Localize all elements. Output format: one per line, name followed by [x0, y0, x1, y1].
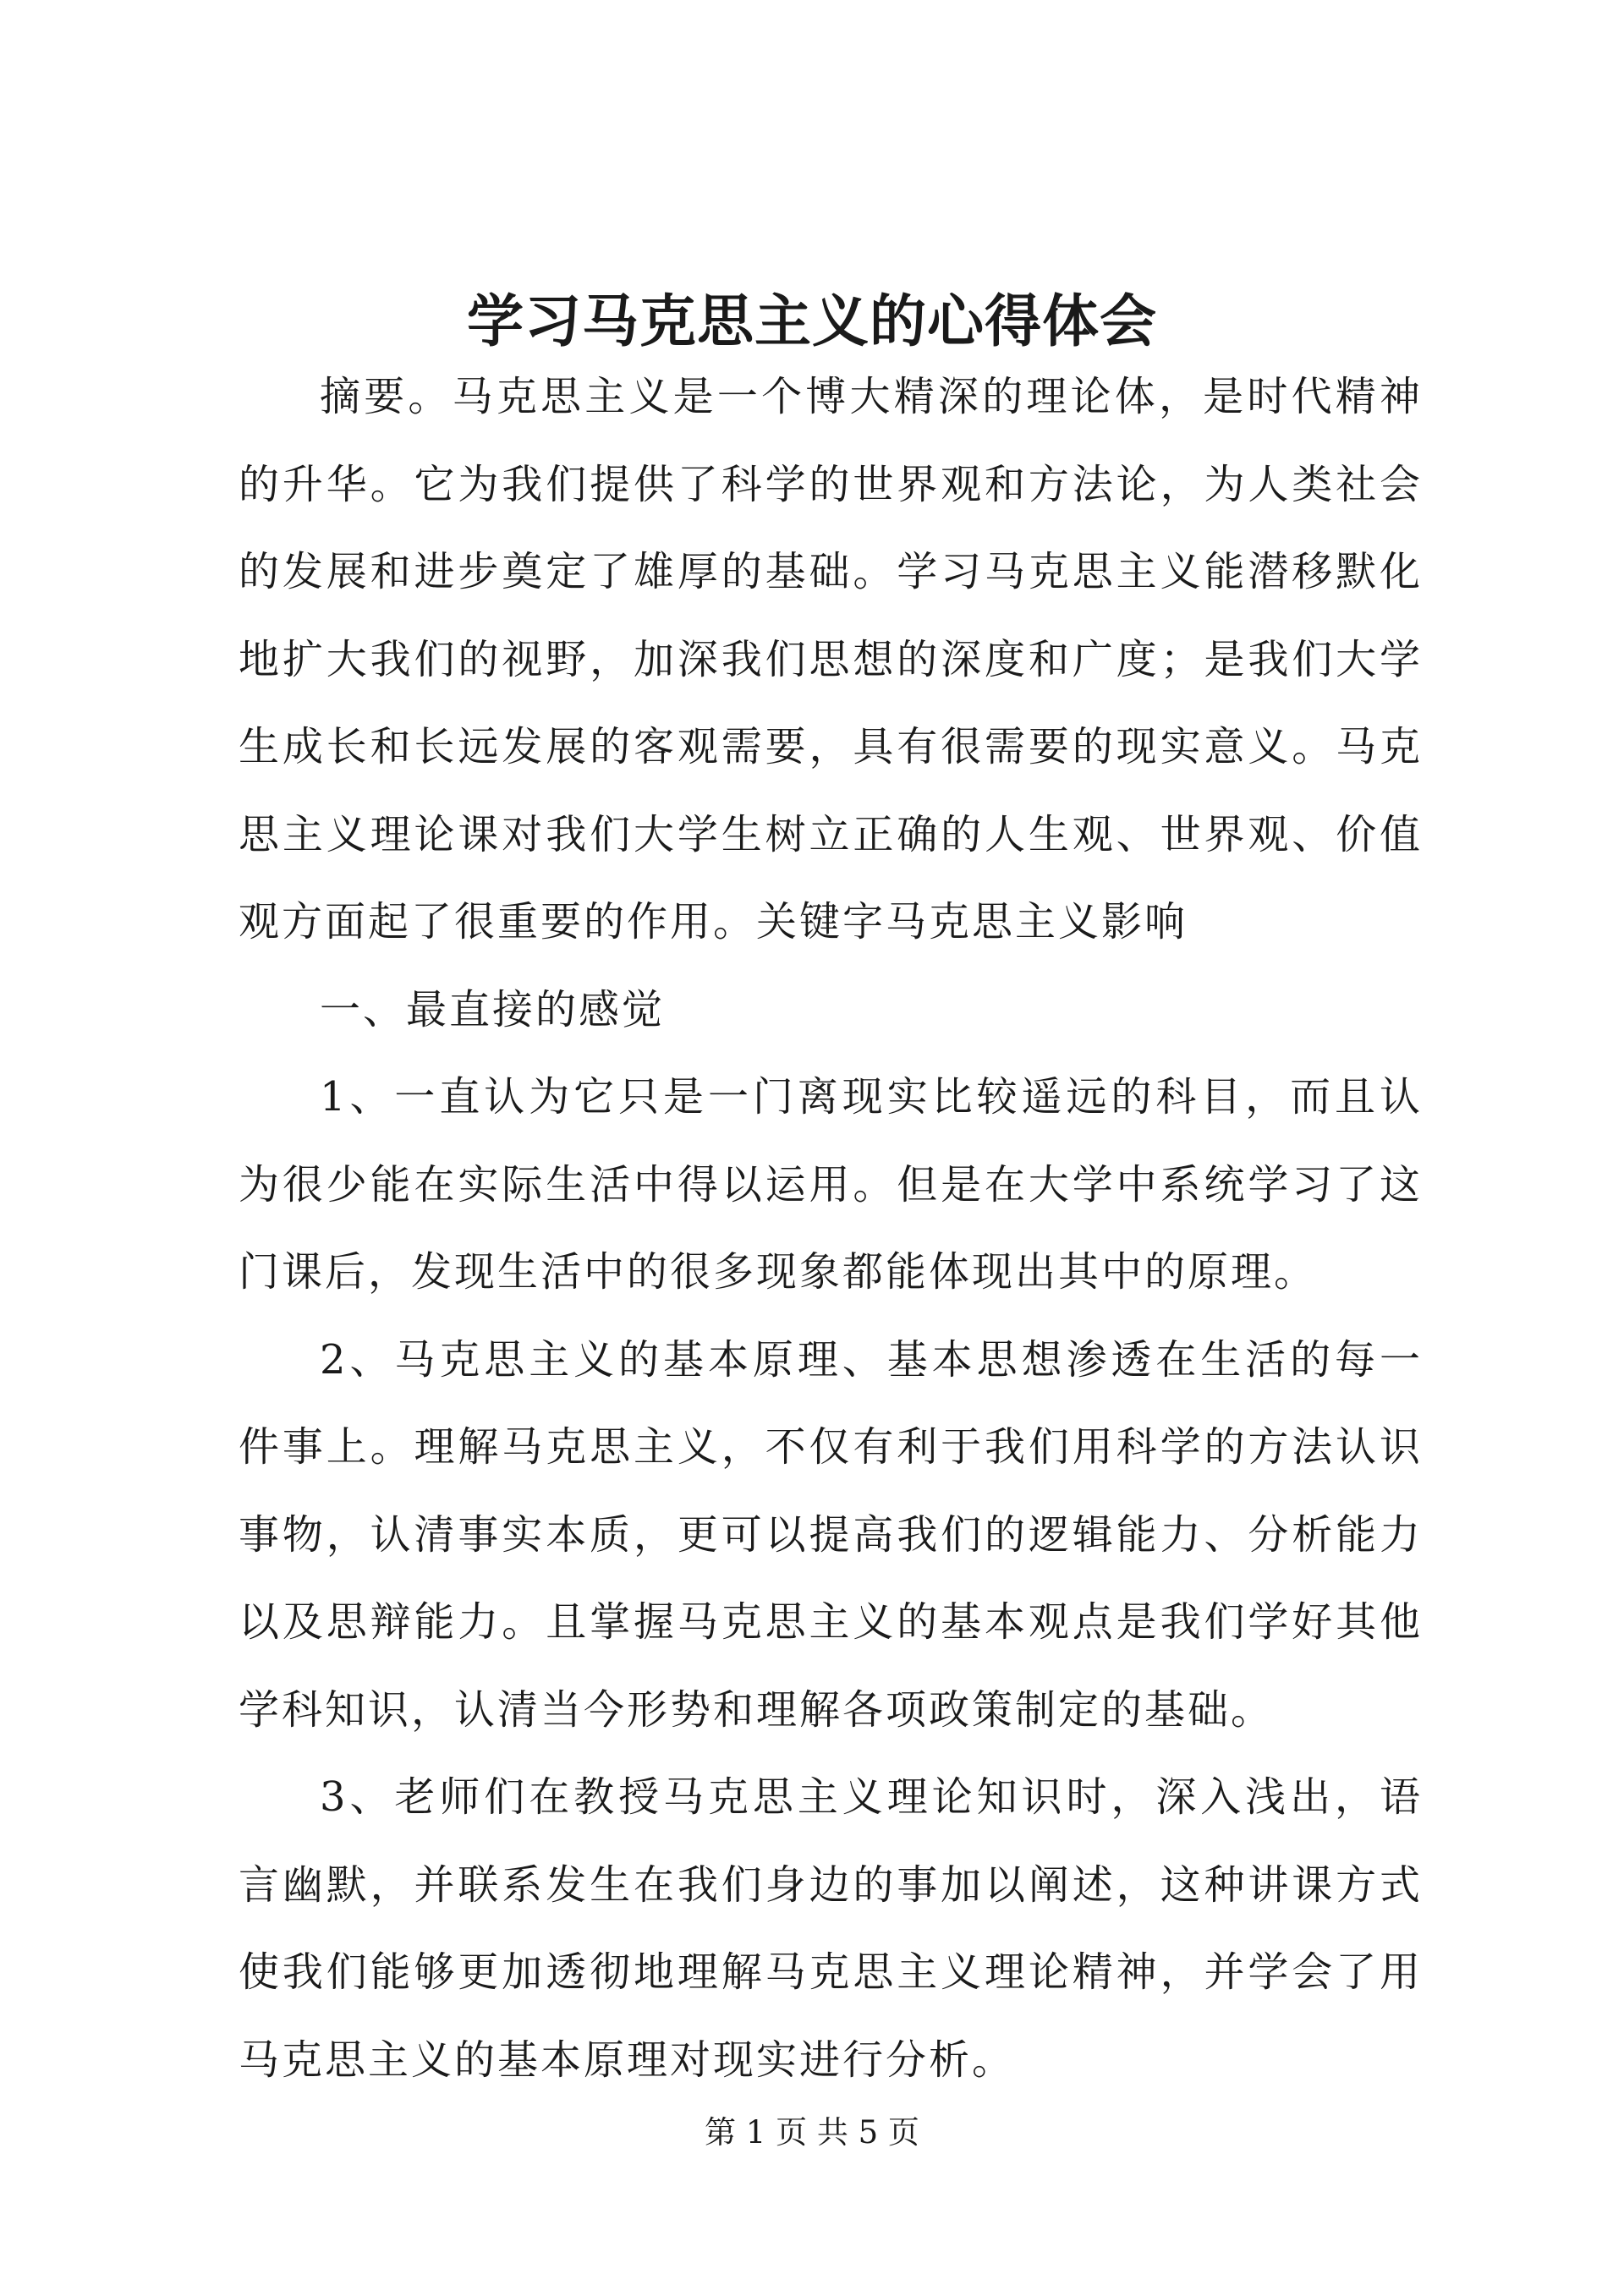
body-paragraph: 3、老师们在教授马克思主义理论知识时，深入浅出，语言幽默，并联系发生在我们身边的事加以阐述，这种讲课方式使我们能够更加透彻地理解马克思主义理论精神，并学会了用马克思主义的基本原理对现实进行分析。	[239, 1773, 1423, 2084]
document-title: 学习马克思主义的心得体会	[467, 288, 1157, 354]
document-body	[239, 353, 1423, 2104]
page-number-footer: 第 1 页 共 5 页	[705, 2114, 919, 2151]
section-heading: 一、最直接的感觉	[320, 985, 666, 1033]
body-paragraph: 2、马克思主义的基本原理、基本思想渗透在生活的每一件事上。理解马克思主义，不仅有利于我们用科学的方法认识事物，认清事实本质，更可以提高我们的逻辑能力、分析能力以及思辩能力。且掌握马克思主义的基本观点是我们学好其他学科知识，认清当今形势和理解各项政策制定的基础。	[239, 1335, 1423, 1734]
body-paragraph: 1、一直认为它只是一门离现实比较遥远的科目，而且认为很少能在实际生活中得以运用。但是在大学中系统学习了这门课后，发现生活中的很多现象都能体现出其中的原理。	[239, 1073, 1423, 1296]
abstract-paragraph: 摘要。马克思主义是一个博大精深的理论体，是时代精神的升华。它为我们提供了科学的世界观和方法论，为人类社会的发展和进步奠定了雄厚的基础。学习马克思主义能潜移默化地扩大我们的视野，加深我们思想的深度和广度；是我们大学生成长和长远发展的客观需要，具有很需要的现实意义。马克思主义理论课对我们大学生树立正确的人生观、世界观、价值观方面起了很重要的作用。关键字马克思主义影响	[239, 373, 1423, 945]
